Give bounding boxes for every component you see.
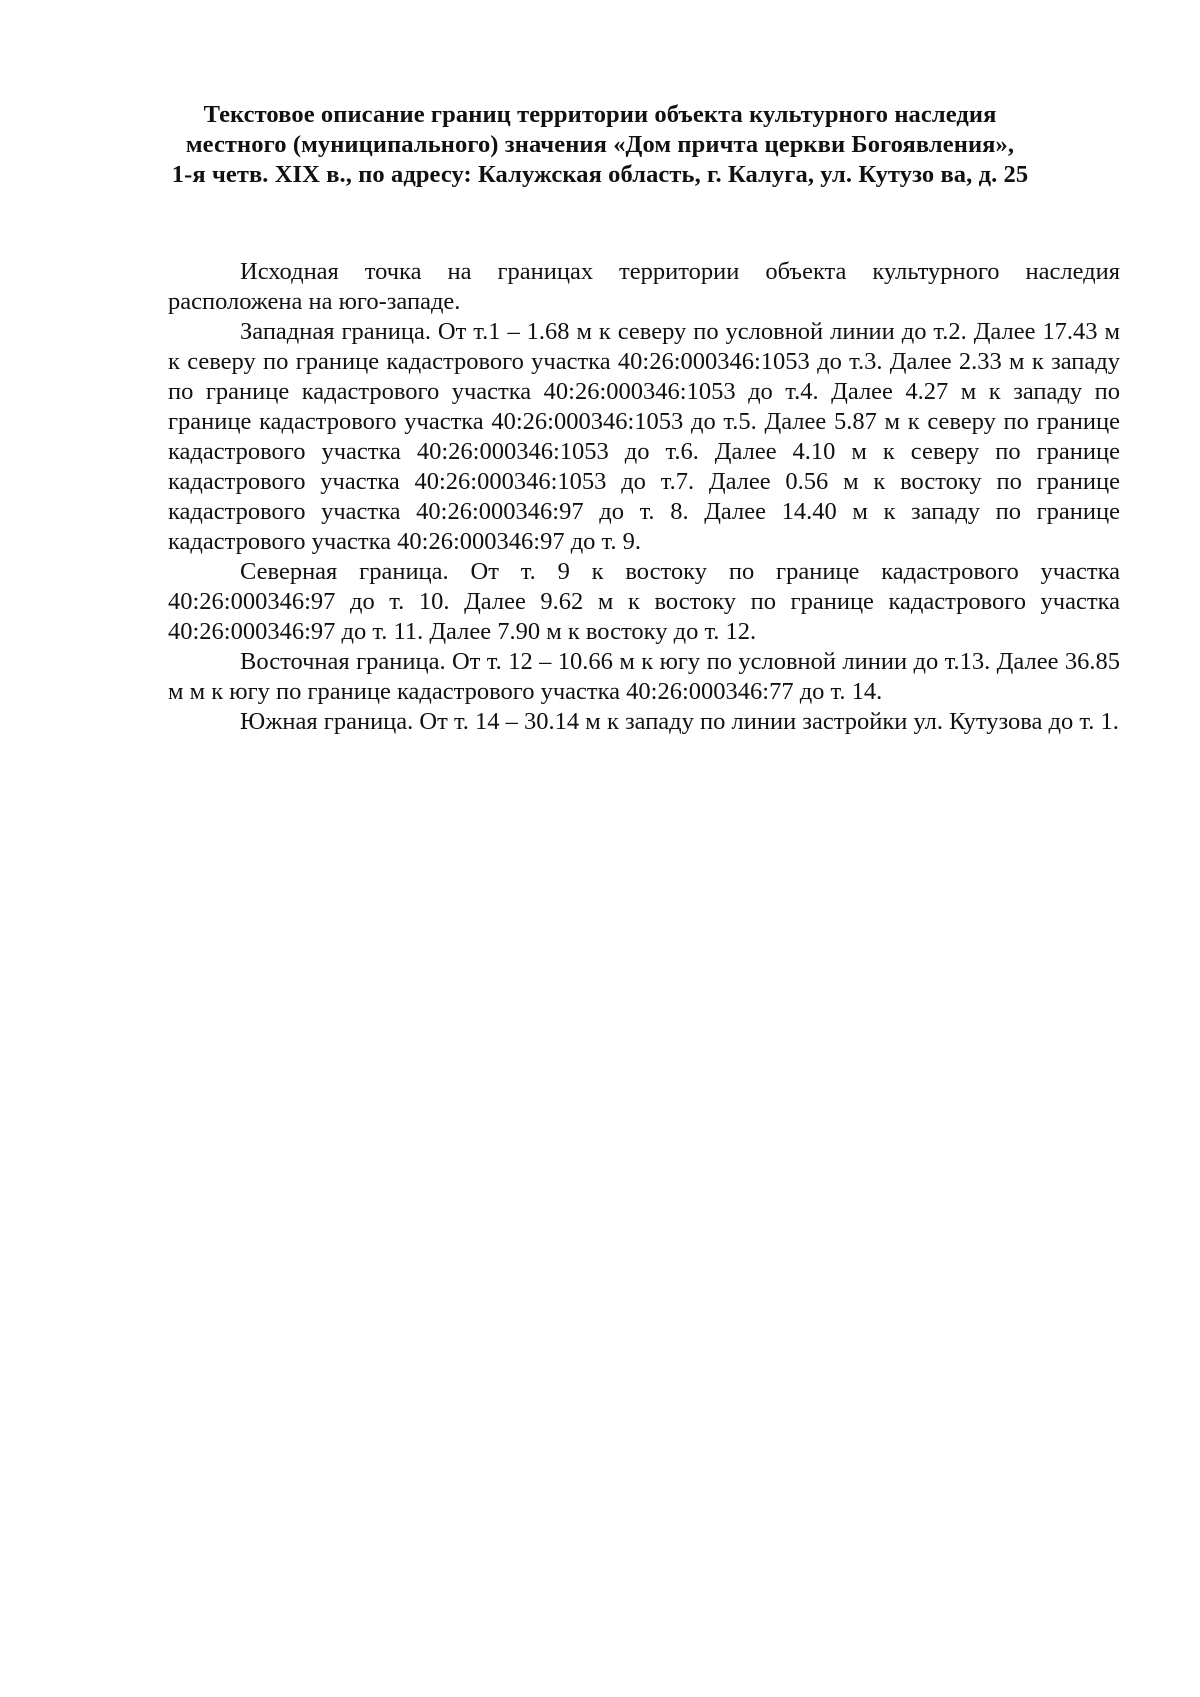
title-line: местного (муниципального) значения «Дом причта церкви Богоявления», xyxy=(185,131,1015,158)
document-title xyxy=(150,100,1050,190)
document-body xyxy=(168,257,1120,737)
paragraph-western-boundary: Западная граница. От т.1 – 1.68 м к северу по условной линии до т.2. Далее 17.43 м к северу по границе кадастрового участка 40:26:000346:1053 до т.3. Далее 2.33 м к западу по границе кадастрового участка 40:26:000346:1053 до т.4. Далее 4.27 м к западу по границе кадастрового участка 40:26:000346:1053 до т.5. Далее 5.87 м к северу по границе кадастрового участка 40:26:000346:1053 до т.6. Далее 4.10 м к северу по границе кадастрового участка 40:26:000346:1053 до т.7. Далее 0.56 м к востоку по границе кадастрового участка 40:26:000346:97 до т. 8. Далее 14.40 м к западу по границе кадастрового участка 40:26:000346:97 до т. 9. xyxy=(168,318,1120,555)
paragraph-eastern-boundary: Восточная граница. От т. 12 – 10.66 м к югу по условной линии до т.13. Далее 36.85 м м к югу по границе кадастрового участка 40:26:000346:77 до т. 14. xyxy=(168,648,1120,705)
title-line: 1-я четв. XIX в., по адресу: Калужская область, г. Калуга, ул. Кутузо ва, д. 25 xyxy=(171,161,1029,188)
paragraph-start-point: Исходная точка на границах территории объекта культурного наследия расположена на юго-западе. xyxy=(168,258,1120,315)
paragraph-northern-boundary: Северная граница. От т. 9 к востоку по границе кадастрового участка 40:26:000346:97 до т. 10. Далее 9.62 м к востоку по границе кадастрового участка 40:26:000346:97 до т. 11. Далее 7.90 м к востоку до т. 12. xyxy=(168,558,1120,645)
paragraph-southern-boundary: Южная граница. От т. 14 – 30.14 м к западу по линии застройки ул. Кутузова до т. 1. xyxy=(240,708,1119,735)
title-line: Текстовое описание границ территории объекта культурного наследия xyxy=(203,101,997,128)
